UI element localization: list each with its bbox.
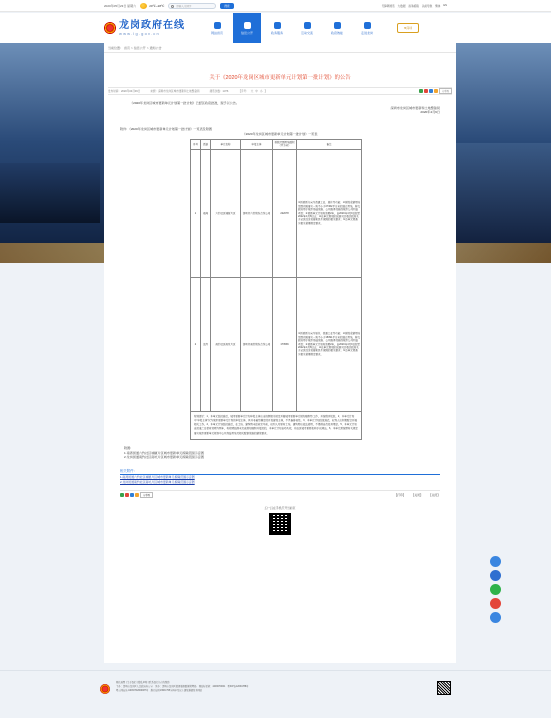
weibo-icon[interactable] xyxy=(424,89,428,93)
wechat-icon[interactable] xyxy=(120,493,124,497)
info-icon xyxy=(244,22,251,29)
nav-efficiency[interactable] xyxy=(323,13,351,43)
link-en[interactable]: EN xyxy=(443,4,447,7)
attachment-item: 2.龙岗街道南约社区南坑片区城市更新单元拆除范围示意图 xyxy=(124,455,204,460)
weibo-icon[interactable] xyxy=(490,598,501,609)
site-header xyxy=(0,13,551,43)
link-mail[interactable]: 政务邮箱 xyxy=(408,5,419,8)
cell-name: 南约社区南坑片区 xyxy=(211,277,241,411)
footer-text xyxy=(116,681,416,695)
related-file-link[interactable]: 2.龙岗街道南约社区南坑片区城市更新单元拆除范围示意图 xyxy=(120,479,195,484)
font-size-medium[interactable]: 中 xyxy=(255,90,258,93)
cell-street: 南湾 xyxy=(201,149,211,277)
floating-toolbar xyxy=(490,556,501,623)
breadcrumb-home[interactable]: 首页 xyxy=(124,45,131,50)
font-size-end: 】 xyxy=(264,90,268,93)
cell-no: 1 xyxy=(191,149,201,277)
cell-applicant: 深圳市南约股份合作公司 xyxy=(241,277,273,411)
nav-services[interactable] xyxy=(263,13,291,43)
link-bigdata[interactable]: 大数据 xyxy=(397,5,406,8)
breadcrumb-label: 当前位置： xyxy=(108,45,124,50)
cell-area: 173536 xyxy=(273,277,297,411)
table-caption: 《2020年龙岗区城市更新单元计划第一批计划》一览表 xyxy=(242,132,318,137)
check-icon xyxy=(334,22,341,29)
font-size-small[interactable]: 小 xyxy=(259,90,263,93)
font-size-selector xyxy=(238,89,267,93)
footer-links[interactable]: 网站地图 | 关于我们 | 隐私声明 | 联系我们 | 在线帮助 xyxy=(116,682,170,684)
qzone-icon[interactable] xyxy=(429,89,433,93)
date-text: 2020年05月23日 星期六 xyxy=(104,4,137,8)
national-emblem-icon xyxy=(104,22,116,34)
weibo-icon[interactable] xyxy=(125,493,129,497)
qr-label: 扫一扫在手机打开当前页 xyxy=(264,506,296,510)
meta-date: 发布时间：2020年04月09日 xyxy=(108,90,141,93)
th-remark: 备注 xyxy=(297,139,362,149)
shenzhen-badge[interactable]: I♥深圳 xyxy=(397,23,419,33)
page-actions xyxy=(394,493,440,497)
attachment-heading: 附件：《2020年龙岗区城市更新单元计划第一批计划》一览表及附图 xyxy=(120,126,212,131)
article-title: 关于《2020年龙岗区城市更新单元计划第一批计划》的公告 xyxy=(209,75,351,81)
chat-icon xyxy=(304,22,311,29)
table-header-row xyxy=(191,139,362,149)
th-no: 序号 xyxy=(191,139,201,149)
qzone-icon[interactable] xyxy=(130,493,134,497)
home-icon xyxy=(214,22,221,29)
bottom-share-bar xyxy=(120,492,153,498)
font-size-large[interactable]: 大 xyxy=(250,90,254,93)
nav-about[interactable] xyxy=(353,13,381,43)
plan-table xyxy=(190,139,362,440)
th-applicant: 申报主体 xyxy=(241,139,273,149)
wechat-icon[interactable] xyxy=(490,584,501,595)
related-files xyxy=(120,468,440,484)
attachment-item: 1.南湾街道六约社区埔厦片区城市更新单元拆除范围示意图 xyxy=(124,450,204,455)
breadcrumb-sep: > xyxy=(146,45,149,50)
cell-remark: ①拟更新方向为普通工业、居住等功能；②拆除重建用地范围内需落实一块不小于27462平方米的独立用地，移交政府用于城市基础设施、公共服务设施或城市公共利益项目；③更新单元计划有效期2年，自2020年4月9日起至2022年4月8日止；④在单元规划阶段落实区委区政府关于全区经济发展和民生保障的相关要求；⑤该单元须落实相关管理规定要求。 xyxy=(297,149,362,277)
nav-label: 网站首页 xyxy=(210,30,223,35)
nav-label: 政务服务 xyxy=(270,30,283,35)
cell-name: 六约社区埔厦片区 xyxy=(211,149,241,277)
table-row xyxy=(191,149,362,277)
link-old-nav[interactable]: 以前导航 xyxy=(421,5,433,8)
search-icon xyxy=(171,5,174,8)
nav-home[interactable] xyxy=(203,13,231,43)
attachment-list xyxy=(124,446,456,460)
th-name: 单元名称 xyxy=(211,139,241,149)
nav-label: 互动交流 xyxy=(300,30,313,35)
close-button[interactable]: 【关闭】 xyxy=(411,492,423,497)
qq-icon[interactable] xyxy=(135,493,139,497)
related-title: 相关附件： xyxy=(120,468,440,475)
screen-icon[interactable] xyxy=(490,556,501,567)
article-body xyxy=(104,101,456,137)
bottom-tools xyxy=(120,490,440,498)
related-file-link[interactable]: 1.南湾街道六约社区埔厦片区城市更新单元拆除范围示意图 xyxy=(120,475,195,480)
nav-label: 走进龙岗 xyxy=(360,30,373,35)
search-button[interactable]: 搜索 xyxy=(220,3,233,9)
qq-icon[interactable] xyxy=(434,89,438,93)
footer-org: 主办：深圳市龙岗区人民政府办公室 承办：深圳市龙岗区政务服务数据管理局 网站标识码：4403070001 粤ICP备12064788号 xyxy=(116,686,249,688)
logo-cn: 龙岗政府在线 xyxy=(119,20,185,31)
nav-label: 政府效能 xyxy=(330,30,343,35)
cell-no: 2 xyxy=(191,277,201,411)
nav-info-open[interactable] xyxy=(233,13,261,43)
cell-remark: ①拟更新方向为居住、普通工业等功能；②拆除重建用地范围内需落实一块不小于18391平方米的独立用地，移交政府用于城市基础设施、公共服务设施或城市公共利益项目；③更新单元计划有效期2年，自2020年4月9日起至2022年4月8日止；④在单元规划阶段落实区委区政府关于全区经济发展和民生保障的相关要求；⑤该单元须落实相关管理规定要求。 xyxy=(297,277,362,411)
cell-street: 龙岗 xyxy=(201,277,211,411)
cell-area: 222078 xyxy=(273,149,297,277)
link-traditional[interactable]: 繁体 xyxy=(435,5,441,8)
share-button[interactable]: 分享到 xyxy=(140,492,153,498)
main-nav xyxy=(203,13,381,43)
grid-icon xyxy=(364,22,371,29)
article-meta xyxy=(108,87,452,95)
settings-icon[interactable] xyxy=(490,612,501,623)
banner-left-skyline xyxy=(0,163,100,223)
breadcrumb-notice[interactable]: 通知公告 xyxy=(149,45,162,50)
footer-icp: 粤公网安备 44030702000087号 推荐使用1366×768分辨率及以上浏览器浏览本网站 xyxy=(116,690,203,692)
footer-emblem-icon xyxy=(100,684,110,694)
cell-applicant: 深圳市六约股份合作公司 xyxy=(241,149,273,277)
top-bar xyxy=(0,0,551,12)
logo-en: www.lg.gov.cn xyxy=(119,31,160,36)
footer-qr-code xyxy=(437,681,451,695)
share-button[interactable]: 分享到 xyxy=(439,88,452,94)
weather xyxy=(140,3,164,9)
table-note: 特别提示：1、本单元经批准后，城市更新单元计划申报主体应当按照相关规定开展城市更新单元规划编制等工作，并按程序报批。2、本单元计划中“申报主体”仅为城市更新单元计划的申报主体，其并非最终确定的开发建设主体，不具备排他性。3、本单元计划经批准后，权利人应积极配合开展相关工作。4、本单元计划经批准后，在土地、建筑物未征收完毕前，权利人对原有土地、建筑物应依法使用，不得擅自改变其用途。5、本单元计划自批准之日起有效期为两年，有效期届满未完成规划编制并报批的，本单元计划自动失效，并由区城市更新机构予以调出。6、本单元须按照有关规定落实城市更新单元规划中公共利益用地及相关配套设施的建设要求。 xyxy=(191,411,362,439)
article-container xyxy=(104,43,456,663)
user-icon[interactable] xyxy=(490,570,501,581)
top-links xyxy=(382,4,447,8)
table-note-row xyxy=(191,411,362,439)
search-placeholder: 请输入关键字 xyxy=(176,5,192,8)
sun-icon xyxy=(140,3,147,9)
breadcrumb xyxy=(104,43,456,53)
heart-icon xyxy=(274,22,281,29)
close-button-2[interactable]: 【关闭】 xyxy=(428,492,440,497)
th-area: 拆除范围用地面积（平方米） xyxy=(274,140,295,148)
share-bar xyxy=(419,88,452,94)
meta-source: 来源：深圳市龙岗区城市更新和土地整备局 xyxy=(150,90,200,93)
signature-org: 深圳市龙岗区城市更新和土地整备局 xyxy=(390,105,440,110)
signature-date: 2020年4月9日 xyxy=(420,110,440,115)
meta-views: 浏览次数：1376 xyxy=(209,90,229,93)
site-footer xyxy=(0,670,551,718)
nav-label: 信息公开 xyxy=(240,30,253,35)
link-accessibility[interactable]: 无障碍浏览 xyxy=(381,5,395,8)
breadcrumb-info[interactable]: 信息公开 xyxy=(133,45,146,50)
page-qr-code xyxy=(269,513,291,535)
wechat-icon[interactable] xyxy=(419,89,423,93)
table-row xyxy=(191,277,362,411)
attachments-heading: 附图： xyxy=(124,445,134,450)
font-size-label: 【字号： xyxy=(238,90,249,93)
th-street: 街道 xyxy=(201,139,211,149)
breadcrumb-sep: > xyxy=(131,45,133,50)
article-paragraph: 《2020年龙岗区城市更新单元计划第一批计划》已经区政府批准，现予以公告。 xyxy=(130,101,239,105)
site-logo[interactable] xyxy=(119,20,185,36)
print-button[interactable]: 【打印】 xyxy=(394,492,406,497)
search-input[interactable] xyxy=(168,3,216,9)
nav-interaction[interactable] xyxy=(293,13,321,43)
weather-text: 20℃~28℃ xyxy=(149,4,165,8)
